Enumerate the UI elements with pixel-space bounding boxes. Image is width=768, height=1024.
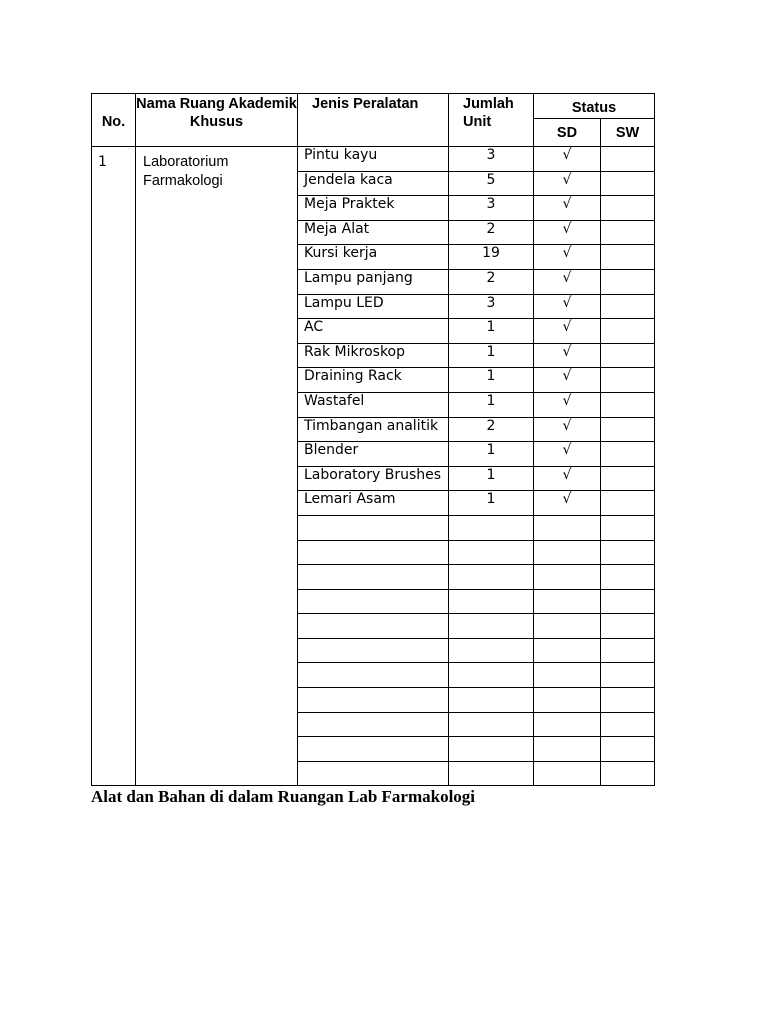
status-sw-cell — [601, 540, 655, 565]
unit-count — [449, 540, 534, 565]
equipment-name: Pintu kayu — [298, 147, 449, 172]
status-sd-cell — [534, 540, 601, 565]
status-sw-cell — [601, 245, 655, 270]
status-sw-cell — [601, 392, 655, 417]
status-sw-cell — [601, 712, 655, 737]
status-sw-cell — [601, 417, 655, 442]
unit-count: 3 — [449, 294, 534, 319]
status-sw-cell — [601, 196, 655, 221]
status-sw-cell — [601, 319, 655, 344]
status-sd-cell: √ — [534, 269, 601, 294]
status-sd-cell — [534, 565, 601, 590]
equipment-name: AC — [298, 319, 449, 344]
equipment-name: Meja Praktek — [298, 196, 449, 221]
status-sw-cell — [601, 688, 655, 713]
status-sd-cell — [534, 638, 601, 663]
status-sw-cell — [601, 147, 655, 172]
equipment-name — [298, 589, 449, 614]
status-sd-cell: √ — [534, 196, 601, 221]
equipment-name — [298, 614, 449, 639]
equipment-name — [298, 663, 449, 688]
equipment-name: Lampu LED — [298, 294, 449, 319]
equipment-name — [298, 688, 449, 713]
status-sd-cell: √ — [534, 147, 601, 172]
group-number: 1 — [92, 147, 136, 786]
header-status: Status — [534, 94, 655, 119]
unit-count: 19 — [449, 245, 534, 270]
unit-count: 1 — [449, 368, 534, 393]
header-sw: SW — [601, 119, 655, 147]
status-sw-cell — [601, 269, 655, 294]
status-sw-cell — [601, 663, 655, 688]
header-jenis-peralatan: Jenis Peralatan — [298, 94, 449, 147]
unit-count — [449, 688, 534, 713]
status-sd-cell: √ — [534, 417, 601, 442]
equipment-name: Wastafel — [298, 392, 449, 417]
unit-count — [449, 515, 534, 540]
unit-count: 1 — [449, 491, 534, 516]
equipment-table — [91, 93, 655, 786]
equipment-name: Jendela kaca — [298, 171, 449, 196]
status-sw-cell — [601, 343, 655, 368]
status-sd-cell — [534, 663, 601, 688]
header-jumlah-unit: Jumlah Unit — [449, 94, 534, 147]
status-sd-cell: √ — [534, 171, 601, 196]
unit-count — [449, 712, 534, 737]
equipment-name: Laboratory Brushes — [298, 466, 449, 491]
unit-count: 1 — [449, 319, 534, 344]
status-sd-cell: √ — [534, 294, 601, 319]
status-sd-cell: √ — [534, 466, 601, 491]
unit-count — [449, 663, 534, 688]
unit-count: 1 — [449, 343, 534, 368]
unit-count: 3 — [449, 196, 534, 221]
status-sd-cell: √ — [534, 442, 601, 467]
equipment-name: Kursi kerja — [298, 245, 449, 270]
status-sw-cell — [601, 491, 655, 516]
status-sd-cell — [534, 761, 601, 786]
status-sd-cell: √ — [534, 392, 601, 417]
unit-count — [449, 565, 534, 590]
status-sw-cell — [601, 737, 655, 762]
header-sd: SD — [534, 119, 601, 147]
equipment-name — [298, 712, 449, 737]
unit-count — [449, 761, 534, 786]
status-sd-cell: √ — [534, 491, 601, 516]
header-no: No. — [92, 94, 136, 147]
status-sd-cell — [534, 589, 601, 614]
status-sw-cell — [601, 294, 655, 319]
unit-count: 1 — [449, 392, 534, 417]
table-row — [92, 147, 655, 172]
unit-count: 2 — [449, 269, 534, 294]
status-sd-cell: √ — [534, 220, 601, 245]
status-sd-cell — [534, 515, 601, 540]
status-sd-cell — [534, 614, 601, 639]
equipment-name: Blender — [298, 442, 449, 467]
status-sw-cell — [601, 171, 655, 196]
status-sw-cell — [601, 614, 655, 639]
status-sd-cell: √ — [534, 319, 601, 344]
equipment-name — [298, 638, 449, 663]
unit-count: 1 — [449, 466, 534, 491]
table-caption: Alat dan Bahan di dalam Ruangan Lab Farmakologi — [91, 787, 476, 806]
equipment-name: Lemari Asam — [298, 491, 449, 516]
unit-count — [449, 638, 534, 663]
unit-count: 2 — [449, 220, 534, 245]
equipment-name: Timbangan analitik — [298, 417, 449, 442]
status-sd-cell — [534, 688, 601, 713]
status-sw-cell — [601, 761, 655, 786]
header-nama-ruang: Nama Ruang Akademik Khusus — [136, 94, 298, 147]
equipment-name: Meja Alat — [298, 220, 449, 245]
unit-count: 5 — [449, 171, 534, 196]
unit-count — [449, 614, 534, 639]
unit-count — [449, 589, 534, 614]
unit-count: 3 — [449, 147, 534, 172]
status-sw-cell — [601, 565, 655, 590]
equipment-name: Rak Mikroskop — [298, 343, 449, 368]
status-sw-cell — [601, 638, 655, 663]
status-sd-cell: √ — [534, 245, 601, 270]
status-sw-cell — [601, 466, 655, 491]
status-sw-cell — [601, 368, 655, 393]
status-sd-cell — [534, 712, 601, 737]
status-sw-cell — [601, 589, 655, 614]
equipment-name: Draining Rack — [298, 368, 449, 393]
equipment-name — [298, 565, 449, 590]
unit-count — [449, 737, 534, 762]
status-sd-cell: √ — [534, 343, 601, 368]
table-body — [92, 147, 655, 786]
equipment-name — [298, 515, 449, 540]
status-sw-cell — [601, 442, 655, 467]
equipment-name: Lampu panjang — [298, 269, 449, 294]
equipment-name — [298, 761, 449, 786]
equipment-name — [298, 540, 449, 565]
status-sw-cell — [601, 220, 655, 245]
room-name: Laboratorium Farmakologi — [136, 147, 298, 786]
unit-count: 1 — [449, 442, 534, 467]
status-sd-cell: √ — [534, 368, 601, 393]
equipment-name — [298, 737, 449, 762]
status-sd-cell — [534, 737, 601, 762]
unit-count: 2 — [449, 417, 534, 442]
status-sw-cell — [601, 515, 655, 540]
